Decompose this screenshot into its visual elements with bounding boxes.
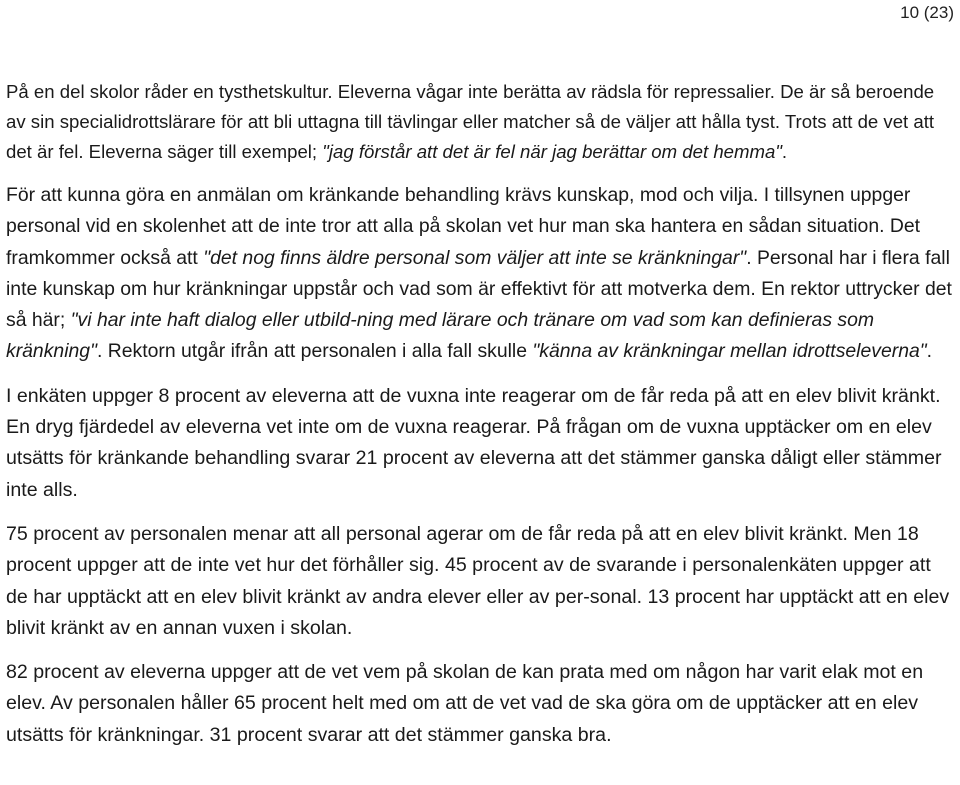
paragraph-text: . Personal har i flera fall inte kunskap om hur kränkningar uppstår och vad som är effektivt för att motverka dem. En rektor uttrycker det så här; <box>6 246 952 332</box>
paragraph-text: För att kunna göra en anmälan om kränkande behandling krävs kunskap, mod och vilja. I tillsynen uppger personal vid en skolenhet att de inte tror att alla på skolan vet hur man ska hantera en sådan situation. Det framkommer också att <box>6 184 921 269</box>
paragraph-vem-prata-med: 82 procent av eleverna uppger att de vet vem på skolan de kan prata med om någon har varit elak mot en elev. Av personalen håller 65 procent helt med om att de vet vad de ska göra om de upptäcker att en elev utsätts för kränkningar. 31 procent svarar att det stämmer ganska bra. <box>6 661 924 746</box>
document-body <box>6 77 954 751</box>
paragraph-anmalan <box>6 180 954 368</box>
page-number: 10 (23) <box>900 3 954 22</box>
paragraph-enkat-personal: 75 procent av personalen menar att all personal agerar om de får reda på att en elev blivit kränkt. Men 18 procent uppger att de inte vet hur det förhåller sig. 45 procent av de svarande i personalenkäten uppger att de har upptäckt att en elev blivit kränkt av andra elever eller av per-sonal. 13 procent har upptäckt att en elev blivit kränkt av en annan vuxen i skolan. <box>6 522 950 639</box>
paragraph-text: . <box>781 141 788 162</box>
paragraph-enkat-elever: I enkäten uppger 8 procent av eleverna att de vuxna inte reagerar om de får reda på att en elev blivit kränkt. En dryg fjärdedel av eleverna vet inte om de vuxna reagerar. På frågan om de vuxna upptäcker om en elev utsätts för kränkande behandling svarar 21 procent av eleverna att det stämmer ganska dåligt eller stämmer inte alls. <box>6 384 942 501</box>
staff-quote: "det nog finns äldre personal som väljer att inte se kränkningar" <box>203 246 747 269</box>
paragraph-text: . Rektorn utgår ifrån att personalen i alla fall skulle <box>96 340 533 363</box>
principal-quote-2: "känna av kränkningar mellan idrottseleverna" <box>532 340 927 363</box>
paragraph-text: På en del skolor råder en tysthetskultur. Eleverna vågar inte berätta av rädsla för repressalier. De är så beroende av sin specialidrottslärare för att bli uttagna till tävlingar eller matcher så de väljer att hålla tyst. Trots att de vet att det är fel. Eleverna säger till exempel; <box>6 81 935 162</box>
paragraph-text: . <box>926 340 933 363</box>
paragraph-tysthetskultur <box>6 77 954 167</box>
student-quote: "jag förstår att det är fel när jag berättar om det hemma" <box>322 141 782 162</box>
principal-quote: "vi har inte haft dialog eller utbild-ning med lärare och tränare om vad som kan definieras som kränkning" <box>6 309 875 363</box>
